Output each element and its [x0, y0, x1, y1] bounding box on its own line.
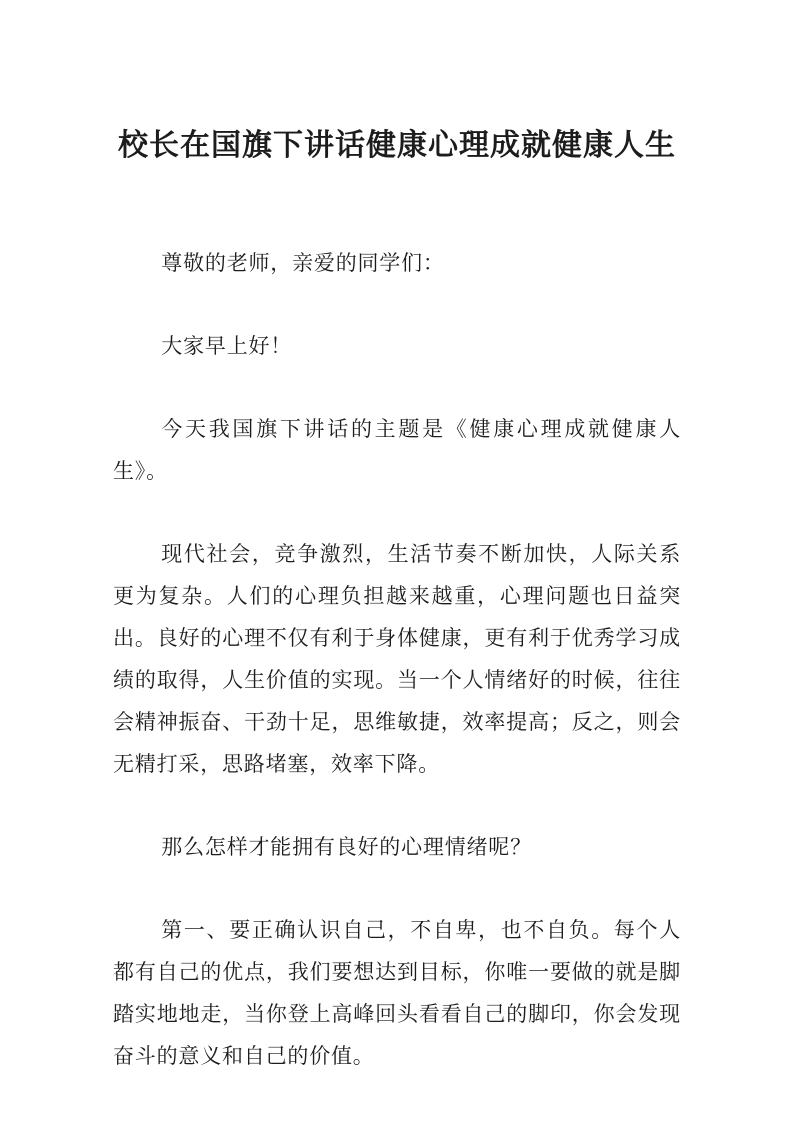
paragraph-question: 那么怎样才能拥有良好的心理情绪呢？ — [161, 835, 532, 859]
paragraph-salutation: 尊敬的老师，亲爱的同学们： — [161, 251, 445, 275]
paragraph-greeting: 大家早上好！ — [161, 334, 293, 358]
document-title: 校长在国旗下讲话健康心理成就健康人生 — [118, 129, 676, 162]
paragraph-topic-intro: 今天我国旗下讲话的主题是《健康心理成就健康人生》。 — [113, 417, 681, 483]
paragraph-point-one: 第一、要正确认识自己，不自卑，也不自负。每个人都有自己的优点，我们要想达到目标，你唯一要做的就是脚踏实地地走，当你登上高峰回头看看自己的脚印，你会发现奋斗的意义和自己的价值。 — [113, 918, 681, 1068]
paragraph-modern-society: 现代社会，竞争激烈，生活节奏不断加快，人际关系更为复杂。人们的心理负担越来越重，心理问题也日益突出。良好的心理不仅有利于身体健康，更有利于优秀学习成绩的取得，人生价值的实现。当一个人情绪好的时候，往往会精神振奋、干劲十足，思维敏捷，效率提高；反之，则会无精打采，思路堵塞，效率下降。 — [113, 542, 681, 776]
